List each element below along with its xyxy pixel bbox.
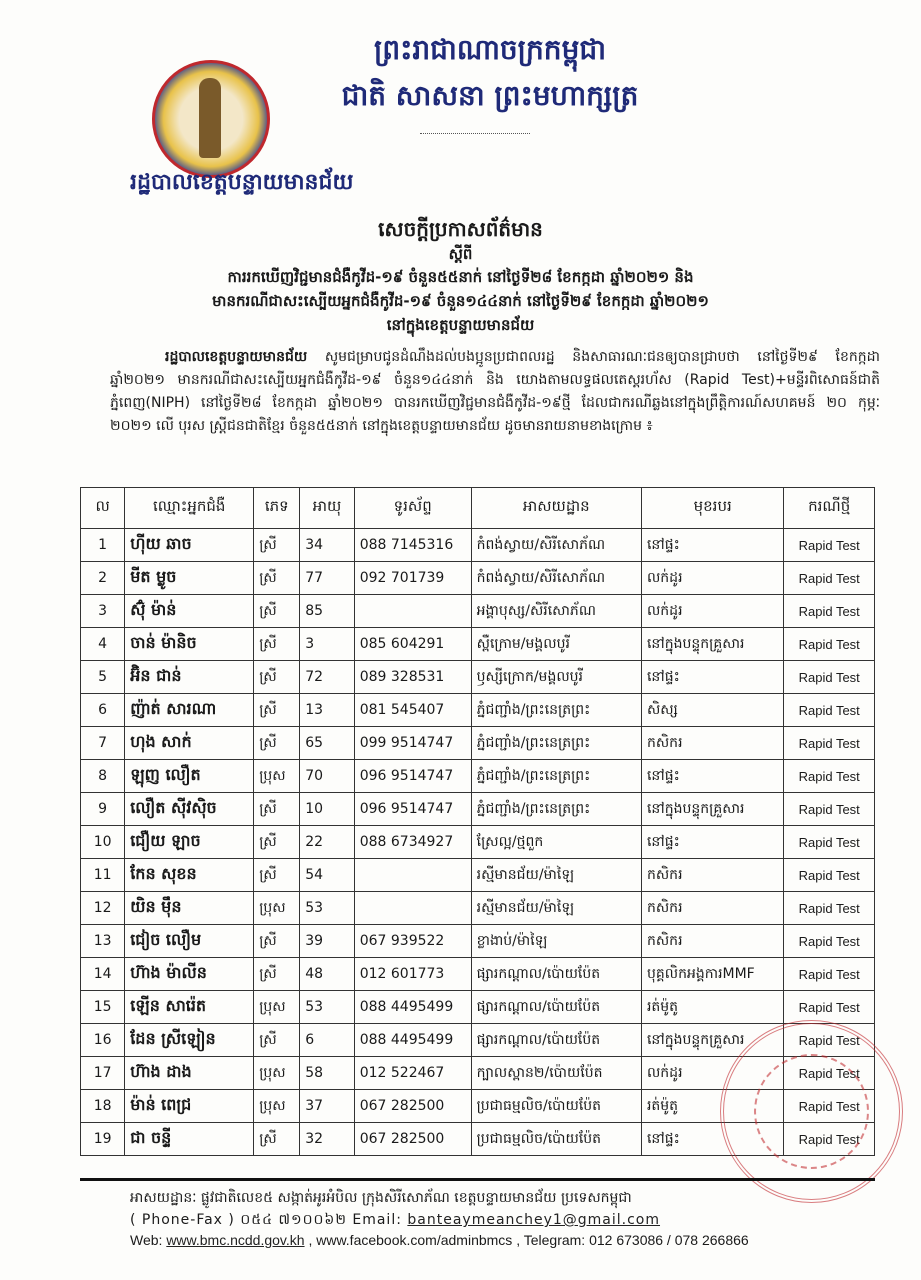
col-occupation-cell: លក់ដូរ [641, 562, 783, 595]
col-occupation-cell: បុគ្គលិកអង្គការMMF [641, 958, 783, 991]
col-new-case-cell: Rapid Test [784, 1057, 875, 1090]
col-age-cell: 54 [300, 859, 354, 892]
col-age-cell: 34 [300, 529, 354, 562]
col-phone-cell: 088 6734927 [354, 826, 471, 859]
col-sex-cell: ប្រុស [254, 1057, 300, 1090]
col-sex-cell: ស្រី [254, 859, 300, 892]
col-age-cell: 13 [300, 694, 354, 727]
col-patient-name-cell: ញ៉ាត់ សារណា [125, 694, 254, 727]
col-occupation-cell: នៅផ្ទះ [641, 826, 783, 859]
col-age-cell: 58 [300, 1057, 354, 1090]
col-patient-name-cell: ហ៊ាង ម៉ាលីន [125, 958, 254, 991]
col-no-cell: 17 [81, 1057, 125, 1090]
phone-fax: ( Phone-Fax ) ០៥៤ ៧១០០៦២ Email: [130, 1212, 408, 1228]
col-occupation-cell: កសិករ [641, 925, 783, 958]
col-no-cell: 19 [81, 1123, 125, 1156]
col-phone-cell: 089 328531 [354, 661, 471, 694]
col-occupation-cell: នៅក្នុងបន្ទុកគ្រួសារ [641, 628, 783, 661]
table-row [81, 628, 875, 661]
col-patient-name-cell: ដែន ស្រីឡៀន [125, 1024, 254, 1057]
col-sex-cell: ប្រុស [254, 991, 300, 1024]
col-occupation-header: មុខរបរ [641, 488, 783, 529]
col-age-cell: 53 [300, 991, 354, 1024]
col-sex-cell: ស្រី [254, 1024, 300, 1057]
website-link[interactable]: www.bmc.ncdd.gov.kh [166, 1232, 305, 1248]
col-sex-cell: ស្រី [254, 925, 300, 958]
kingdom-title: ព្រះរាជាណាចក្រកម្ពុជា [373, 33, 606, 66]
col-phone-cell: 096 9514747 [354, 793, 471, 826]
footer-divider [80, 1178, 875, 1181]
col-patient-name-cell: ស៊ុំ ម៉ាន់ [125, 595, 254, 628]
announcement-subject-line-3: នៅក្នុងខេត្តបន្ទាយមានជ័យ [386, 316, 535, 334]
table-row [81, 661, 875, 694]
col-no-cell: 15 [81, 991, 125, 1024]
col-new-case-cell: Rapid Test [784, 892, 875, 925]
col-sex-cell: ស្រី [254, 529, 300, 562]
col-address-cell: ស្ពឺក្រោម/មង្គលបូរី [471, 628, 641, 661]
col-new-case-cell: Rapid Test [784, 595, 875, 628]
col-age-cell: 65 [300, 727, 354, 760]
table-row [81, 793, 875, 826]
col-occupation-cell: លក់ដូរ [641, 1057, 783, 1090]
col-age-cell: 77 [300, 562, 354, 595]
col-sex-cell: ស្រី [254, 826, 300, 859]
col-occupation-cell: នៅក្នុងបន្ទុកគ្រួសារ [641, 793, 783, 826]
col-address-cell: ក្បាលស្ពាន២/ប៉ោយប៉ែត [471, 1057, 641, 1090]
table-row [81, 958, 875, 991]
col-patient-name-cell: ហ៊ីយ ឆាច [125, 529, 254, 562]
ornament-divider [420, 133, 530, 134]
col-phone-cell: 067 282500 [354, 1090, 471, 1123]
col-phone-cell: 081 545407 [354, 694, 471, 727]
table-row [81, 925, 875, 958]
col-sex-cell: ប្រុស [254, 760, 300, 793]
col-phone-cell: 012 601773 [354, 958, 471, 991]
col-new-case-cell: Rapid Test [784, 793, 875, 826]
col-no-cell: 7 [81, 727, 125, 760]
col-phone-cell: 092 701739 [354, 562, 471, 595]
col-address-cell: ភ្នំជញ្ជាំង/ព្រះនេត្រព្រះ [471, 760, 641, 793]
col-occupation-cell: នៅផ្ទះ [641, 1123, 783, 1156]
footer-web [130, 1232, 749, 1248]
col-address-cell: ផ្សារកណ្តាល/ប៉ោយប៉ែត [471, 991, 641, 1024]
col-patient-name-cell: ហុង សាក់ [125, 727, 254, 760]
web-label: Web: [130, 1232, 167, 1248]
col-age-header: អាយុ [300, 488, 354, 529]
col-sex-cell: ស្រី [254, 661, 300, 694]
col-sex-cell: ស្រី [254, 595, 300, 628]
table-row [81, 892, 875, 925]
col-patient-name-cell: មីត ម្លូច [125, 562, 254, 595]
col-new-case-cell: Rapid Test [784, 1090, 875, 1123]
col-sex-header: ភេទ [254, 488, 300, 529]
col-age-cell: 39 [300, 925, 354, 958]
announcement-subject-line-2: មានករណីជាសះស្បើយអ្នកជំងឺកូវីដ-១៩ ចំនួន១៤៤នាក់ នៅថ្ងៃទី២៩ ខែកក្កដា ឆ្នាំ២០២១ [212, 292, 709, 310]
col-address-cell: ភ្នំជញ្ជាំង/ព្រះនេត្រព្រះ [471, 793, 641, 826]
col-occupation-cell: កសិករ [641, 859, 783, 892]
col-age-cell: 85 [300, 595, 354, 628]
footer-contact [130, 1210, 660, 1231]
col-address-cell: ខ្លាងាប់/ម៉ាឡៃ [471, 925, 641, 958]
col-new-case-cell: Rapid Test [784, 727, 875, 760]
table-row [81, 727, 875, 760]
col-new-case-cell: Rapid Test [784, 826, 875, 859]
col-phone-cell: 085 604291 [354, 628, 471, 661]
col-phone-cell: 099 9514747 [354, 727, 471, 760]
col-patient-name-cell: ជា ចន្ទី [125, 1123, 254, 1156]
col-occupation-cell: នៅផ្ទះ [641, 760, 783, 793]
col-sex-cell: ស្រី [254, 1123, 300, 1156]
col-no-cell: 13 [81, 925, 125, 958]
col-address-cell: ភ្នំជញ្ជាំង/ព្រះនេត្រព្រះ [471, 694, 641, 727]
col-no-cell: 6 [81, 694, 125, 727]
col-no-cell: 10 [81, 826, 125, 859]
col-sex-cell: ស្រី [254, 694, 300, 727]
col-patient-name-header: ឈ្មោះអ្នកជំងឺ [125, 488, 254, 529]
col-patient-name-cell: ម៉ាន់ ពេជ្រ [125, 1090, 254, 1123]
col-sex-cell: ស្រី [254, 793, 300, 826]
col-address-cell: រស្មីមានជ័យ/ម៉ាឡៃ [471, 892, 641, 925]
official-stamp [720, 1020, 903, 1203]
col-age-cell: 48 [300, 958, 354, 991]
table-row [81, 991, 875, 1024]
col-phone-cell: 088 4495499 [354, 991, 471, 1024]
col-phone-cell [354, 892, 471, 925]
col-address-cell: ប្រជាធម្មលិច/ប៉ោយប៉ែត [471, 1123, 641, 1156]
col-no-cell: 8 [81, 760, 125, 793]
col-no-cell: 1 [81, 529, 125, 562]
col-phone-cell: 012 522467 [354, 1057, 471, 1090]
col-no-cell: 16 [81, 1024, 125, 1057]
col-no-cell: 14 [81, 958, 125, 991]
col-phone-cell: 088 4495499 [354, 1024, 471, 1057]
col-phone-cell: 067 282500 [354, 1123, 471, 1156]
col-no-cell: 12 [81, 892, 125, 925]
col-age-cell: 72 [300, 661, 354, 694]
col-new-case-header: ករណីថ្មី [784, 488, 875, 529]
col-age-cell: 10 [300, 793, 354, 826]
col-sex-cell: ប្រុស [254, 1090, 300, 1123]
col-new-case-cell: Rapid Test [784, 694, 875, 727]
col-sex-cell: ស្រី [254, 628, 300, 661]
col-phone-cell [354, 595, 471, 628]
announcement-about: ស្តីពី [448, 245, 473, 263]
col-new-case-cell: Rapid Test [784, 1024, 875, 1057]
col-occupation-cell: នៅផ្ទះ [641, 661, 783, 694]
national-motto: ជាតិ សាសនា ព្រះមហាក្សត្រ [341, 79, 639, 112]
col-age-cell: 32 [300, 1123, 354, 1156]
col-patient-name-cell: កែន សុខន [125, 859, 254, 892]
provincial-emblem-logo [152, 60, 270, 178]
col-sex-cell: ស្រី [254, 727, 300, 760]
col-phone-cell: 088 7145316 [354, 529, 471, 562]
table-row [81, 760, 875, 793]
col-new-case-cell: Rapid Test [784, 925, 875, 958]
col-new-case-cell: Rapid Test [784, 958, 875, 991]
col-address-cell: ស្រែល្អ/ថ្មពួក [471, 826, 641, 859]
table-row [81, 595, 875, 628]
col-occupation-cell: សិស្ស [641, 694, 783, 727]
col-occupation-cell: កសិករ [641, 892, 783, 925]
col-address-header: អាសយដ្ឋាន [471, 488, 641, 529]
col-new-case-cell: Rapid Test [784, 1123, 875, 1156]
col-address-cell: រស្មីមានជ័យ/ម៉ាឡៃ [471, 859, 641, 892]
col-occupation-cell: កសិករ [641, 727, 783, 760]
col-patient-name-cell: ឡើន សារ៉េត [125, 991, 254, 1024]
announcement-subject-line-1: ការរកឃើញវិជ្ជមានជំងឺកូវីដ-១៩ ចំនួន៥៥នាក់ នៅថ្ងៃទី២៨ ខែកក្កដា ឆ្នាំ២០២១ និង [227, 268, 694, 286]
col-occupation-cell: រត់ម៉ូតូ [641, 991, 783, 1024]
col-patient-name-cell: ជឿយ ឡាច [125, 826, 254, 859]
col-sex-cell: ស្រី [254, 562, 300, 595]
col-address-cell: កំពង់ស្វាយ/សិរីសោភ័ណ [471, 562, 641, 595]
col-patient-name-cell: អ៊ិន ជាន់ [125, 661, 254, 694]
col-patient-name-cell: ជៀច លឿម [125, 925, 254, 958]
col-patient-name-cell: យិន ម៉ឹន [125, 892, 254, 925]
col-address-cell: ប្រជាធម្មលិច/ប៉ោយប៉ែត [471, 1090, 641, 1123]
col-address-cell: ឫស្សីក្រោក/មង្គលបូរី [471, 661, 641, 694]
col-new-case-cell: Rapid Test [784, 661, 875, 694]
col-occupation-cell: នៅក្នុងបន្ទុកគ្រួសារ [641, 1024, 783, 1057]
col-no-cell: 3 [81, 595, 125, 628]
col-no-cell: 11 [81, 859, 125, 892]
col-new-case-cell: Rapid Test [784, 760, 875, 793]
body-lead: រដ្ឋបាលខេត្តបន្ទាយមានជ័យ [165, 349, 308, 365]
col-phone-cell: 067 939522 [354, 925, 471, 958]
col-new-case-cell: Rapid Test [784, 529, 875, 562]
col-occupation-cell: នៅផ្ទះ [641, 529, 783, 562]
table-row [81, 529, 875, 562]
col-no-cell: 9 [81, 793, 125, 826]
col-phone-cell: 096 9514747 [354, 760, 471, 793]
col-new-case-cell: Rapid Test [784, 628, 875, 661]
col-age-cell: 22 [300, 826, 354, 859]
announcement-title: សេចក្តីប្រកាសព័ត៌មាន [378, 217, 543, 241]
col-no-cell: 18 [81, 1090, 125, 1123]
col-age-cell: 3 [300, 628, 354, 661]
table-header-row [81, 488, 875, 529]
col-patient-name-cell: ឡុញ លឿត [125, 760, 254, 793]
col-occupation-cell: លក់ដូរ [641, 595, 783, 628]
col-sex-cell: ប្រុស [254, 892, 300, 925]
col-address-cell: អង្គាបុស្ស/សិរីសោភ័ណ [471, 595, 641, 628]
col-phone-cell [354, 859, 471, 892]
social-telegram: , www.facebook.com/adminbmcs , Telegram: 012 673086 / 078 266866 [304, 1232, 749, 1248]
table-row [81, 826, 875, 859]
table-row [81, 694, 875, 727]
col-occupation-cell: រត់ម៉ូតូ [641, 1090, 783, 1123]
col-patient-name-cell: ហ៊ាង ដាង [125, 1057, 254, 1090]
announcement-body [110, 346, 880, 438]
col-address-cell: ផ្សារកណ្តាល/ប៉ោយប៉ែត [471, 958, 641, 991]
col-age-cell: 37 [300, 1090, 354, 1123]
body-text: សូមជម្រាបជូនដំណឹងដល់បងប្អូនប្រជាពលរដ្ឋ និងសាធារណៈជនឲ្យបានជ្រាបថា នៅថ្ងៃទី២៩ ខែកក្កដា ឆ្នាំ២០២១ មានករណីជាសះស្បើយអ្នកជំងឺកូវីដ-១៩ ចំនួន១៤៤នាក់ និង យោងតាមលទ្ធផលតេស្តរហ័ស (Rapid Test)+មន្ទីរពិសោធន៍ជាតិភ្នំពេញ(NIPH) នៅថ្ងៃទី២៨ ខែកក្កដា ឆ្នាំ២០២១ បានរកឃើញវិជ្ជមានជំងឺកូវីដ-១៩ថ្មី ដែលជាករណីឆ្លងនៅក្នុងព្រឹត្តិការណ៍សហគមន៍ ២០ កុម្ភៈ ២០២១ លើ បុរស ស្ត្រីជនជាតិខ្មែរ ចំនួន៥៥នាក់ នៅក្នុងខេត្តបន្ទាយមានជ័យ ដូចមានរាយនាមខាងក្រោម ៖ [110, 349, 880, 434]
col-no-cell: 4 [81, 628, 125, 661]
col-address-cell: ផ្សារកណ្តាល/ប៉ោយប៉ែត [471, 1024, 641, 1057]
issuer-name: រដ្ឋបាលខេត្តបន្ទាយមានជ័យ [130, 170, 354, 195]
col-new-case-cell: Rapid Test [784, 991, 875, 1024]
col-phone-header: ទូរស័ព្ទ [354, 488, 471, 529]
col-sex-cell: ស្រី [254, 958, 300, 991]
email-link[interactable]: banteaymeanchey1@gmail.com [407, 1212, 661, 1228]
col-no-header: ល [81, 488, 125, 529]
col-patient-name-cell: ចាន់ ម៉ានិច [125, 628, 254, 661]
col-age-cell: 6 [300, 1024, 354, 1057]
col-address-cell: កំពង់ស្វាយ/សិរីសោភ័ណ [471, 529, 641, 562]
footer-address: អាសយដ្ឋានៈ ផ្លូវជាតិលេខ៥ សង្កាត់អូរអំបិល ក្រុងសិរីសោភ័ណ ខេត្តបន្ទាយមានជ័យ ប្រទេសកម្ពុជា [130, 1190, 632, 1206]
col-patient-name-cell: លឿត ស៊ីវស៊ិច [125, 793, 254, 826]
table-row [81, 859, 875, 892]
col-no-cell: 2 [81, 562, 125, 595]
col-no-cell: 5 [81, 661, 125, 694]
col-age-cell: 53 [300, 892, 354, 925]
col-address-cell: ភ្នំជញ្ជាំង/ព្រះនេត្រព្រះ [471, 727, 641, 760]
table-row [81, 562, 875, 595]
col-new-case-cell: Rapid Test [784, 859, 875, 892]
col-age-cell: 70 [300, 760, 354, 793]
col-new-case-cell: Rapid Test [784, 562, 875, 595]
